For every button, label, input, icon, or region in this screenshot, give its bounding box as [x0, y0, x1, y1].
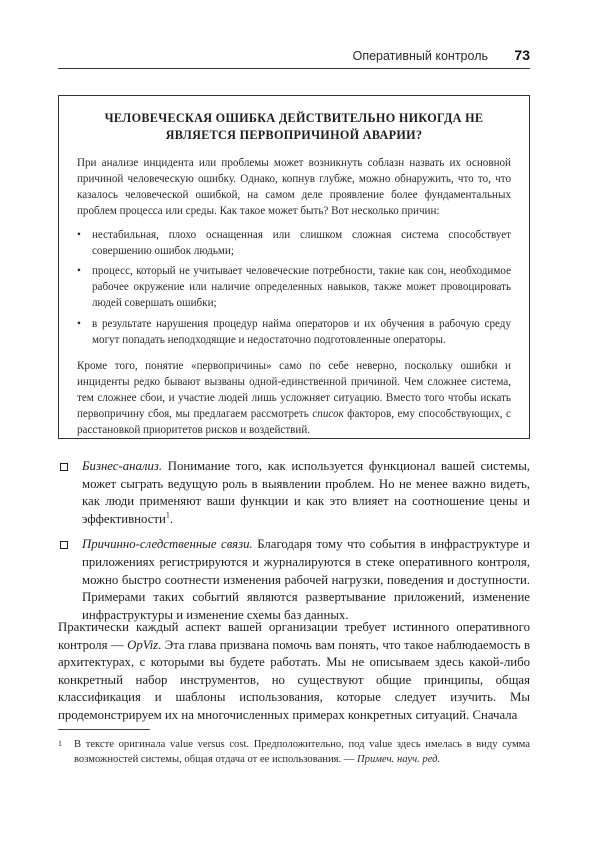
checkbox-icon — [60, 463, 68, 471]
footnote-ref[interactable]: 1 — [165, 510, 170, 520]
item-term: Причинно-следственные связи. — [82, 537, 253, 552]
checkbox-list — [58, 458, 530, 632]
item-term: Бизнес-анализ. — [82, 459, 163, 473]
checkbox-icon — [60, 541, 68, 549]
sidebar-outro: Кроме того, понятие «первопричины» само по себе неверно, поскольку ошибки и инциденты редко бывают вызваны одной-единственной причиной. Чем сложнее система, тем сложнее сбои, и участие людей лишь усложняет ситуацию. Вместо того чтобы искать первопричину сбоя, мы предлагаем рассмотреть список факторов, ему способствующих, с расстановкой приоритетов рисков и воздействий. — [77, 359, 511, 436]
sidebar-title: ЧЕЛОВЕЧЕСКАЯ ОШИБКА ДЕЙСТВИТЕЛЬНО НИКОГДА НЕ ЯВЛЯЕТСЯ ПЕРВОПРИЧИНОЙ АВАРИИ? — [104, 111, 484, 142]
sidebar-bullet: • нестабильная, плохо оснащенная или слишком сложная система способствует совершению ошибок людьми; — [77, 228, 511, 257]
sidebar-bullet: • процесс, который не учитывает человеческие потребности, такие как сон, необходимое рабочее окружение или наличие определенных навыков, также может провоцировать людей совершать ошибки; — [77, 265, 511, 310]
bullet-icon: • — [77, 318, 81, 331]
footnote-text: В тексте оригинала value versus cost. Предположительно, под value здесь имелась в виду сумма возможностей системы, общая отдача от ее использования. — Примеч. науч. ред. — [74, 739, 530, 765]
sidebar-bullet-list — [77, 228, 511, 349]
footnote-rule — [58, 729, 150, 730]
running-header — [58, 46, 530, 68]
sidebar-bullet: • в результате нарушения процедур найма операторов и их обучения в рабочую среду могут попадать неподходящие и недостаточно подготовленные операторы. — [77, 318, 511, 347]
bullet-icon: • — [77, 228, 81, 241]
checklist-item-business-analysis: Бизнес-анализ. Понимание того, как используется функционал вашей системы, может сыграть ведущую роль в выявлении проблем. Но не менее важно видеть, как люди применяют ваши функции и как это влияет на соотношение цены и эффективности$^1$. — [58, 458, 530, 528]
sidebar-intro: При анализе инцидента или проблемы может возникнуть соблазн назвать их основной причиной человеческую ошибку. Однако, копнув глубже, можно обнаружить, что то, что казалось человеческой ошибкой, на самом деле проявление более фундаментальных проблем процесса или среды. Как такое может быть? Вот несколько причин: — [77, 157, 511, 217]
header-rule — [58, 68, 530, 69]
footnote-number: 1 — [58, 739, 62, 748]
page-number: 73 — [514, 47, 530, 63]
footnote — [58, 737, 530, 767]
checklist-item-causality: Причинно-следственные связи. Благодаря тому что события в инфраструктуре и приложениях регистрируются и журналируются в стеке оперативного контроля, можно быстро соотнести изменения рабочей нагрузки, поведения и доступности. Примерами таких событий являются развертывание приложений, изменение инфраструктуры и изменение схемы баз данных. — [58, 536, 530, 624]
emphasis-list: список — [312, 407, 344, 420]
chapter-title: Оперативный контроль — [352, 49, 488, 63]
bullet-icon: • — [77, 265, 81, 278]
body-paragraph: Практически каждый аспект вашей организации требует истинного оперативного контроля — OpViz. Эта глава призвана помочь вам понять, что такое наблюдаемость в архитектурах, с которыми вы будете работать. Мы не описываем здесь какой-либо конкретный набор инструментов, но существуют общие принципы, общая классификация и шаблоны использования, которые следует изучить. Мы продемонстрируем их на многочисленных примерах конкретных ситуаций. Сначала — [58, 620, 530, 722]
emphasis-opviz: OpViz — [127, 637, 159, 652]
sidebar-box — [58, 95, 530, 439]
footnote-editor-note: Примеч. науч. ред. — [357, 754, 441, 765]
